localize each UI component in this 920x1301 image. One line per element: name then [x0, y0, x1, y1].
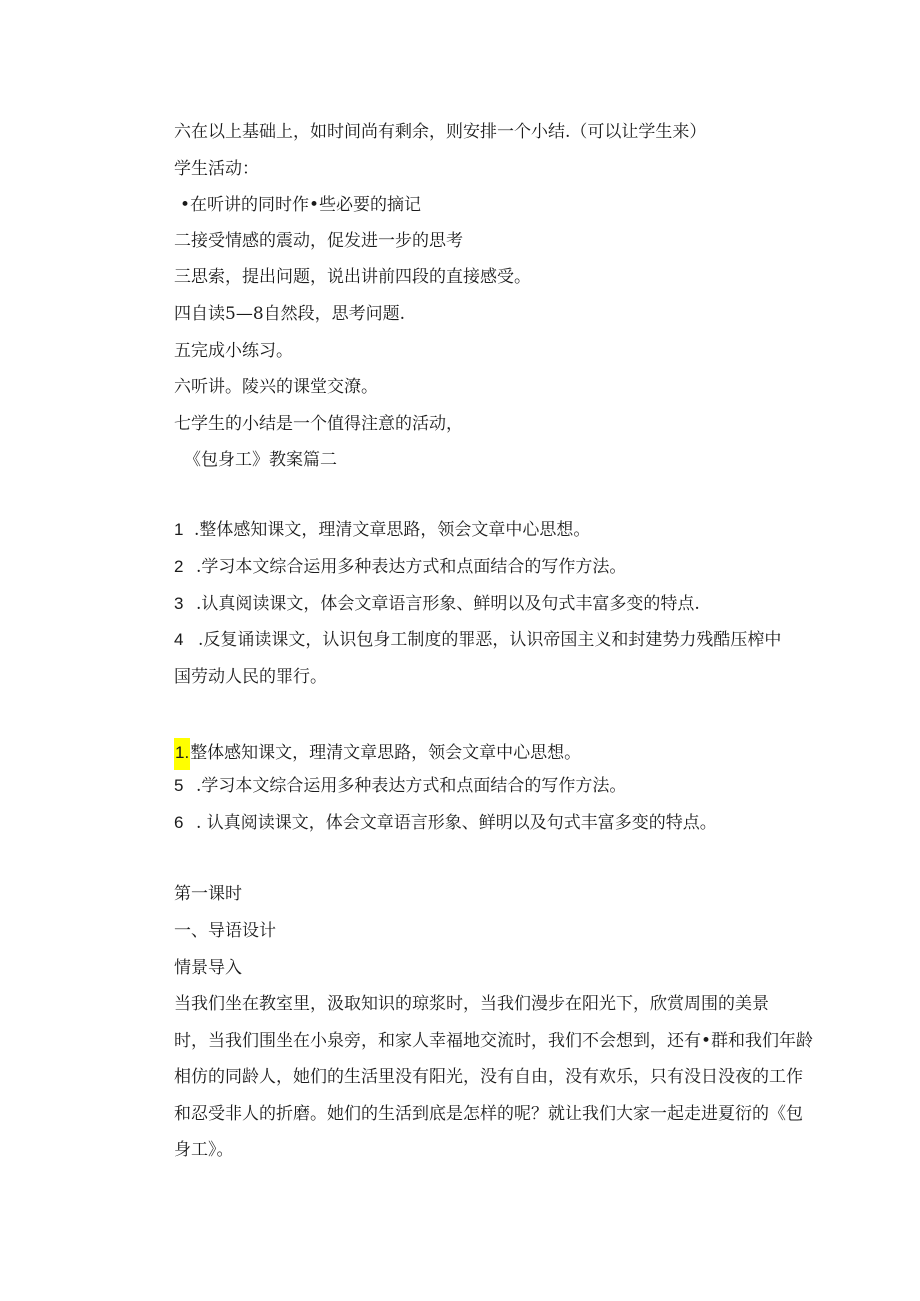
text-line: 六听讲。陵兴的课堂交潦。: [174, 377, 378, 397]
list-item: [174, 629, 781, 651]
list-text: .整体感知课文，理清文章思路，领会文章中心思想。: [194, 520, 591, 540]
list-text: . 认真阅读课文，体会文章语言形象、鲜明以及句式丰富多变的特点。: [196, 813, 717, 833]
paragraph-line: 身工》。: [174, 1140, 234, 1160]
list-text: 整体感知课文，理清文章思路，领会文章中心思想。: [190, 743, 582, 763]
paragraph-line: 时，当我们围坐在小泉旁，和家人幸福地交流时，我们不会想到，还有•群和我们年龄: [174, 1031, 814, 1051]
list-number: 3: [174, 594, 184, 613]
text-line: 六在以上基础上，如时间尚有剩余，则安排一个小结.（可以让学生来）: [174, 122, 707, 142]
subsection-heading: 情景导入: [174, 958, 242, 978]
text-line: 学生活动：: [174, 159, 259, 179]
list-item: [174, 738, 581, 770]
text-line: 四自读5—8自然段，思考问题.: [174, 304, 406, 324]
list-item: [174, 775, 626, 797]
paragraph-line: 和忍受非人的折磨。她们的生活到底是怎样的呢？就让我们大家一起走进夏衍的《包: [174, 1104, 803, 1124]
paragraph-line: 相仿的同龄人，她们的生活里没有阳光，没有自由，没有欢乐，只有没日没夜的工作: [174, 1067, 803, 1087]
list-number: 5: [174, 776, 184, 795]
list-text: .学习本文综合运用多种表达方式和点面结合的写作方法。: [196, 557, 627, 577]
lesson-title: 第一课时: [174, 884, 242, 904]
list-item: [174, 556, 626, 578]
list-number: 4: [174, 630, 184, 649]
list-item-continuation: 国劳动人民的罪行。: [174, 667, 327, 687]
list-item: [174, 519, 590, 541]
text-line: 五完成小练习。: [174, 341, 293, 361]
text-line: 三思索，提出问题，说出讲前四段的直接感受。: [174, 267, 531, 287]
list-item: [174, 812, 717, 834]
list-number-highlighted: 1.: [174, 738, 190, 770]
paragraph-line: 当我们坐在教室里，汲取知识的琼浆时，当我们漫步在阳光下，欣赏周围的美景: [174, 994, 769, 1014]
list-number: 6: [174, 813, 184, 832]
text-line: 七学生的小结是一个值得注意的活动，: [174, 414, 463, 434]
text-line: •在听讲的同时作•些必要的摘记: [180, 195, 422, 215]
list-text: .学习本文综合运用多种表达方式和点面结合的写作方法。: [196, 776, 627, 796]
list-item: [174, 593, 700, 615]
section-heading: 一、导语设计: [174, 921, 276, 941]
list-number: 1: [174, 520, 184, 539]
list-text: .反复诵读课文，认识包身工制度的罪恶，认识帝国主义和封建势力残酷压榨中: [198, 630, 782, 650]
text-line: 二接受情感的震动，促发进一步的思考: [174, 231, 463, 251]
list-number: 2: [174, 557, 184, 576]
section-title: 《包身工》教案篇二: [184, 450, 337, 470]
list-text: .认真阅读课文，体会文章语言形象、鲜明以及句式丰富多变的特点.: [196, 594, 700, 614]
